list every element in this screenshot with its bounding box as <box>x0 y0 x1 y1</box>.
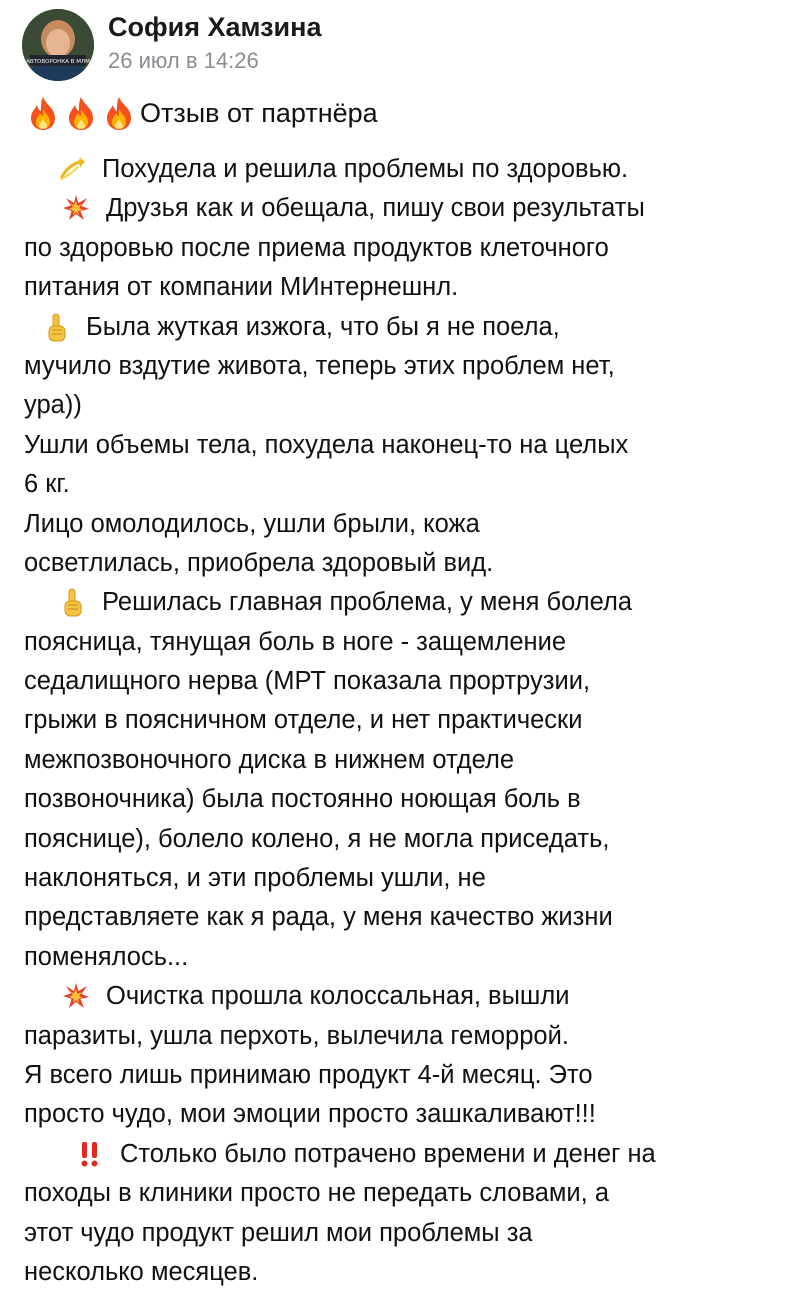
body-line-text: по здоровью после приема продуктов клеточного <box>24 233 609 262</box>
body-line <box>24 938 794 977</box>
body-line-text: просто чудо, мои эмоции просто зашкаливают!!! <box>24 1100 596 1129</box>
body-line <box>24 229 794 268</box>
body-line-text: Ушли объемы тела, похудела наконец-то на целых <box>24 430 629 459</box>
body-line <box>24 898 794 937</box>
body-line-text: Друзья как и обещала, пишу свои результаты <box>106 194 645 223</box>
body-line-text: Была жуткая изжога, что бы я не поела, <box>86 312 560 341</box>
body-line-text: Лицо омолодилось, ушли брыли, кожа <box>24 509 480 538</box>
body-line <box>24 623 794 662</box>
body-line <box>24 820 794 859</box>
fire-icon <box>26 95 60 131</box>
body-line-text: пояснице), болело колено, я не могла приседать, <box>24 824 610 853</box>
post-timestamp[interactable]: 26 июл в 14:26 <box>108 48 259 73</box>
body-line <box>24 308 794 347</box>
body-line <box>24 977 794 1016</box>
body-line-text: питания от компании МИнтернешнл. <box>24 273 459 302</box>
body-line-text: Очистка прошла колоссальная, вышли <box>106 982 570 1011</box>
post-title: Отзыв от партнёра <box>140 97 378 128</box>
body-line-text: осветлилась, приобрела здоровый вид. <box>24 548 494 577</box>
body-line <box>24 347 794 386</box>
index-pointing-up-icon <box>42 313 70 341</box>
body-line <box>24 386 794 425</box>
body-line <box>24 662 794 701</box>
body-line <box>24 1214 794 1253</box>
body-line-text: позвоночника) была постоянно ноющая боль в <box>24 785 581 814</box>
body-line-text: межпозвоночного диска в нижнем отделе <box>24 745 515 774</box>
fire-icon <box>102 95 136 131</box>
body-line <box>24 150 794 189</box>
body-line-text: походы в клиники просто не передать словами, а <box>24 1179 610 1208</box>
body-line <box>24 268 794 307</box>
body-line <box>24 583 794 622</box>
body-line-text: Я всего лишь принимаю продукт 4-й месяц. Это <box>24 1060 593 1089</box>
body-line-text: ура)) <box>24 391 82 420</box>
body-line <box>24 780 794 819</box>
body-line <box>24 1056 794 1095</box>
body-line-text: седалищного нерва (МРТ показала прортрузии, <box>24 667 591 696</box>
body-line-text: наклоняться, и эти проблемы ушли, не <box>24 864 486 893</box>
author-name[interactable]: София Хамзина <box>108 12 322 42</box>
index-pointing-up-icon <box>58 588 86 616</box>
collision-icon <box>62 194 90 222</box>
body-line <box>24 859 794 898</box>
body-line-text: представляете как я рада, у меня качество жизни <box>24 903 613 932</box>
body-line-text: 6 кг. <box>24 470 70 499</box>
body-line <box>24 1095 794 1134</box>
body-line <box>24 544 794 583</box>
body-line-text: поменялось... <box>24 942 189 971</box>
body-line <box>24 505 794 544</box>
fire-icon <box>64 95 98 131</box>
body-line-text: Похудела и решила проблемы по здоровью. <box>102 155 629 183</box>
body-line-text: Решилась главная проблема, у меня болела <box>102 588 633 617</box>
body-line <box>24 426 794 465</box>
body-line-text: грыжи в поясничном отделе, и нет практически <box>24 706 583 735</box>
collision-icon <box>62 982 90 1010</box>
body-line <box>24 1135 794 1174</box>
body-line <box>24 1253 794 1292</box>
body-line <box>24 189 794 228</box>
body-line <box>24 701 794 740</box>
post-body <box>24 150 794 1292</box>
avatar-photo-icon <box>22 9 94 81</box>
body-line-text: несколько месяцев. <box>24 1257 259 1286</box>
dizzy-icon <box>58 155 86 183</box>
body-line <box>24 465 794 504</box>
body-line-text: мучило вздутие живота, теперь этих проблем нет, <box>24 351 615 380</box>
avatar[interactable] <box>22 9 94 81</box>
double-exclamation-icon <box>76 1140 104 1168</box>
body-line <box>24 1174 794 1213</box>
post-title-row <box>26 94 378 132</box>
body-line-text: паразиты, ушла перхоть, вылечила геморрой. <box>24 1021 569 1050</box>
body-line-text: этот чудо продукт решил мои проблемы за <box>24 1218 533 1247</box>
body-line-text: поясница, тянущая боль в ноге - защемление <box>24 627 567 656</box>
body-line-text: Столько было потрачено времени и денег на <box>120 1139 656 1168</box>
body-line <box>24 741 794 780</box>
body-line <box>24 1017 794 1056</box>
avatar-caption: АВТОВОРОНКА В МЛМ <box>26 59 90 65</box>
